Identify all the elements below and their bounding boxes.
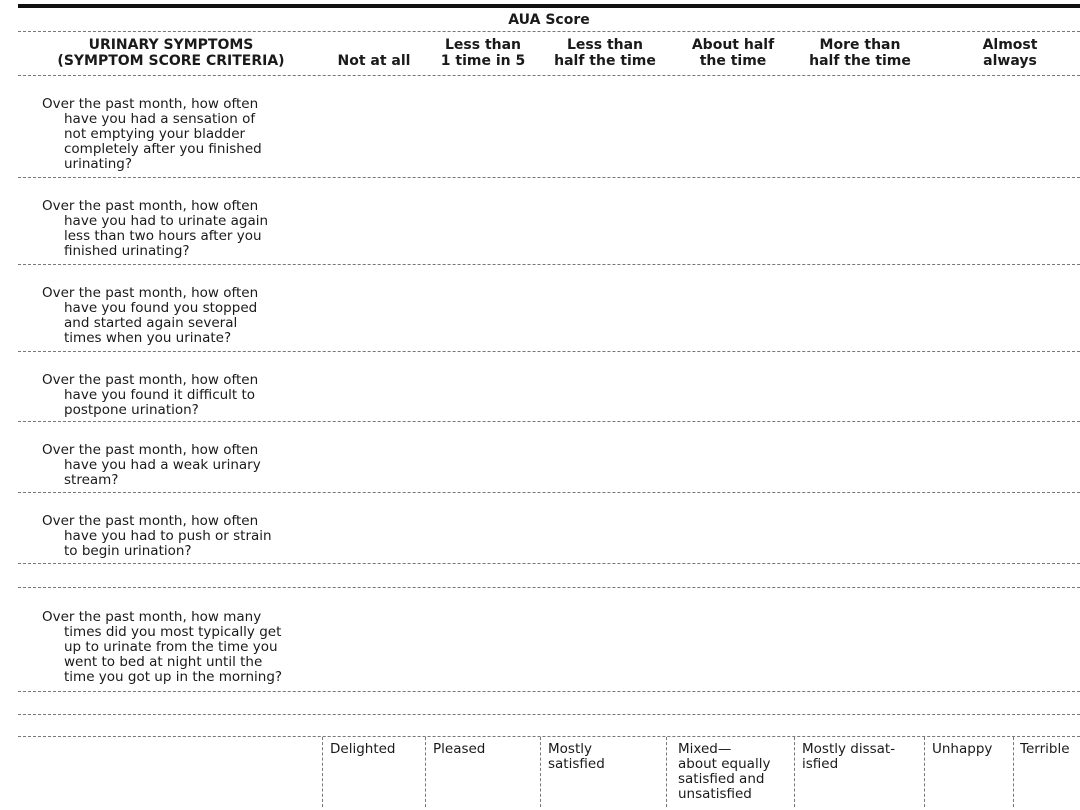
text-line: went to bed at night until the [64, 654, 263, 670]
text-line: Over the past month, how often [42, 442, 259, 458]
text-line: stream? [64, 472, 119, 488]
text-line: Not at all [337, 53, 411, 69]
text-line: isfied [802, 756, 839, 772]
divider [18, 492, 1080, 493]
text-line: About half [691, 37, 775, 53]
column-divider [322, 737, 323, 807]
column-divider [1013, 737, 1014, 807]
column-divider [540, 737, 541, 807]
top-rule [18, 4, 1080, 8]
question-text [20, 610, 282, 685]
text-line: about equally [678, 756, 771, 772]
text-line: half the time [809, 53, 911, 69]
text-line: More than [819, 37, 901, 53]
text-line: not emptying your bladder [64, 126, 246, 142]
text-line: have you had a sensation of [64, 111, 256, 127]
text-line: Over the past month, how many [42, 609, 262, 625]
text-line: have you had a weak urinary [64, 457, 261, 473]
text-line: less than two hours after you [64, 228, 262, 244]
text-line: Over the past month, how often [42, 372, 259, 388]
column-divider [666, 737, 667, 807]
symptom-header [18, 37, 324, 69]
quality-of-life-option [1020, 742, 1080, 757]
column-divider [924, 737, 925, 807]
text-line: to begin urination? [64, 543, 192, 559]
text-line: satisfied [548, 756, 605, 772]
text-line: times did you most typically get [64, 624, 282, 640]
text-line: satisfied and [678, 771, 765, 787]
text-line: have you had to push or strain [64, 528, 272, 544]
text-line: Less than [444, 37, 522, 53]
text-line: Mostly dissat- [802, 741, 896, 757]
symptom-header-line: (SYMPTOM SCORE CRITERIA) [57, 53, 285, 69]
text-line: completely after you finished [64, 141, 262, 157]
text-line: time you got up in the morning? [64, 669, 283, 685]
text-line: always [983, 53, 1037, 69]
text-line: Almost [982, 37, 1038, 53]
text-line: Over the past month, how often [42, 285, 259, 301]
frequency-column-header [678, 37, 788, 69]
frequency-column-header [543, 37, 667, 69]
text-line: Terrible [1020, 742, 1070, 757]
text-line: finished urinating? [64, 243, 190, 259]
quality-of-life-option [548, 742, 605, 772]
divider [18, 421, 1080, 422]
question-text [20, 199, 268, 259]
question-text [20, 286, 258, 346]
text-line: Mostly [548, 741, 592, 757]
divider [18, 736, 1080, 737]
divider [18, 75, 1080, 76]
text-line: half the time [554, 53, 656, 69]
text-line: Pleased [433, 741, 486, 757]
question-text [20, 443, 261, 488]
divider [18, 31, 1080, 32]
divider [18, 177, 1080, 178]
divider [18, 351, 1080, 352]
text-line: and started again several [64, 315, 238, 331]
text-line: have you found it difficult to [64, 387, 256, 403]
divider [18, 691, 1080, 692]
quality-of-life-option [802, 742, 895, 772]
frequency-column-header [326, 53, 422, 69]
column-divider [794, 737, 795, 807]
quality-of-life-option [932, 742, 992, 757]
text-line: Over the past month, how often [42, 198, 259, 214]
text-line: urinating? [64, 156, 133, 172]
text-line: times when you urinate? [64, 330, 232, 346]
text-line: Over the past month, how often [42, 96, 259, 112]
divider [18, 714, 1080, 715]
question-text [20, 514, 272, 559]
column-divider [425, 737, 426, 807]
text-line: up to urinate from the time you [64, 639, 278, 655]
text-line: Mixed— [678, 741, 732, 757]
text-line: Delighted [330, 741, 396, 757]
symptom-header-line: URINARY SYMPTOMS [88, 37, 254, 53]
question-text [20, 97, 262, 172]
text-line: Over the past month, how often [42, 513, 259, 529]
text-line: 1 time in 5 [440, 53, 526, 69]
frequency-column-header [798, 37, 922, 69]
text-line: unsatisfied [678, 786, 752, 802]
text-line: postpone urination? [64, 402, 199, 418]
text-line: the time [699, 53, 767, 69]
frequency-column-header [955, 37, 1065, 69]
quality-of-life-option [433, 742, 485, 757]
frequency-column-header [431, 37, 535, 69]
text-line: Unhappy [932, 741, 993, 757]
divider [18, 264, 1080, 265]
divider [18, 587, 1080, 588]
question-text [20, 373, 258, 418]
text-line: Less than [566, 37, 644, 53]
text-line: have you found you stopped [64, 300, 258, 316]
divider [18, 563, 1080, 564]
text-line: have you had to urinate again [64, 213, 269, 229]
quality-of-life-option [330, 742, 396, 757]
quality-of-life-option [678, 742, 770, 802]
aua-score-title: AUA Score [508, 12, 590, 28]
